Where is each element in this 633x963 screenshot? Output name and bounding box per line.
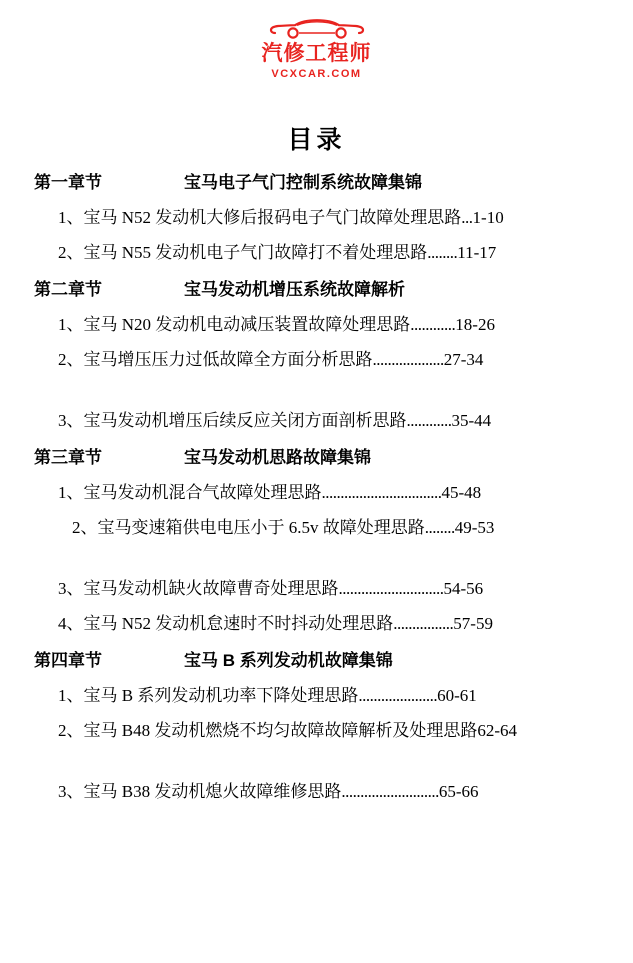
toc-entry-text: 4、宝马 N52 发动机怠速时不时抖动处理思路: [58, 614, 394, 633]
toc-entry[interactable]: [34, 207, 599, 228]
toc-entry-pages: 35-44: [451, 411, 492, 430]
toc-entry[interactable]: [34, 482, 599, 503]
car-outline-icon: [269, 14, 365, 40]
toc-entry[interactable]: [34, 685, 599, 706]
chapter-title: 宝马发动机增压系统故障解析: [184, 280, 405, 299]
toc-entry-pages: 45-48: [441, 483, 482, 502]
logo-brand-text: 汽修工程师: [261, 42, 372, 65]
toc-entry-text: 3、宝马 B38 发动机熄火故障维修思路: [58, 782, 342, 801]
chapter-title: 宝马 B 系列发动机故障集锦: [184, 651, 393, 670]
toc-entry-leader-dots: ............................: [338, 579, 444, 598]
toc-entry-leader-dots: ................................: [321, 483, 442, 502]
toc-entry-pages: 18-26: [455, 315, 495, 334]
toc-entry-pages: 57-59: [453, 614, 493, 633]
toc-entry-pages: 54-56: [443, 579, 484, 598]
chapter-label: 第一章节: [34, 173, 102, 192]
toc-entry[interactable]: [34, 720, 599, 741]
toc-entry-text: 1、宝马 N52 发动机大修后报码电子气门故障处理思路: [58, 208, 462, 227]
toc-entry[interactable]: [34, 349, 599, 370]
toc-entry[interactable]: [34, 314, 599, 335]
chapter-heading: [34, 443, 599, 468]
toc-entry-text: 3、宝马发动机缺火故障曹奇处理思路: [58, 579, 339, 598]
page-title: 目录: [287, 126, 346, 154]
toc-entry-text: 1、宝马 N20 发动机电动减压装置故障处理思路: [58, 315, 411, 334]
toc-entry-text: 1、宝马发动机混合气故障处理思路: [58, 483, 322, 502]
toc-entry-leader-dots: ..........................: [341, 782, 439, 801]
toc-entry-pages: 62-64: [477, 721, 518, 740]
chapter-title: 宝马发动机思路故障集锦: [184, 448, 371, 467]
chapter-label: 第三章节: [34, 448, 102, 467]
toc-entry-pages: 65-66: [438, 782, 479, 801]
toc-entry-text: 2、宝马 N55 发动机电子气门故障打不着处理思路: [58, 243, 428, 262]
toc-entry[interactable]: [34, 242, 599, 263]
toc-entry[interactable]: [34, 781, 599, 802]
toc-entry-leader-dots: ............: [410, 315, 456, 334]
toc-entry-pages: 27-34: [443, 350, 484, 369]
toc-entry-text: 2、宝马变速箱供电电压小于 6.5v 故障处理思路: [72, 518, 425, 537]
toc-entry[interactable]: [34, 578, 599, 599]
toc-entry-leader-dots: ................: [393, 614, 454, 633]
chapter-heading: [34, 168, 599, 193]
chapter-heading: [34, 646, 599, 671]
toc-entry-pages: 49-53: [454, 518, 495, 537]
toc-entry-pages: 11-17: [457, 243, 497, 262]
toc-entry-text: 3、宝马发动机增压后续反应关闭方面剖析思路: [58, 411, 407, 430]
toc-entry-leader-dots: ...................: [372, 350, 444, 369]
toc-entry[interactable]: [34, 410, 599, 431]
chapter-label: 第二章节: [34, 280, 102, 299]
toc-entry-text: 2、宝马 B48 发动机燃烧不均匀故障故障解析及处理思路: [58, 721, 478, 740]
toc-entry-leader-dots: ........: [424, 518, 455, 537]
logo-block: [34, 0, 599, 82]
toc-entry-leader-dots: ........: [427, 243, 458, 262]
chapter-label: 第四章节: [34, 651, 102, 670]
toc-entry[interactable]: [34, 517, 599, 538]
chapter-heading: [34, 275, 599, 300]
toc-entry-text: 1、宝马 B 系列发动机功率下降处理思路: [58, 686, 359, 705]
table-of-contents: [34, 168, 599, 802]
toc-entry-leader-dots: ...: [461, 208, 473, 227]
toc-entry[interactable]: [34, 613, 599, 634]
toc-entry-text: 2、宝马增压压力过低故障全方面分析思路: [58, 350, 373, 369]
toc-entry-leader-dots: .....................: [358, 686, 438, 705]
toc-entry-pages: 1-10: [472, 208, 504, 227]
logo-site-text: VCXCAR.COM: [271, 68, 362, 80]
toc-entry-pages: 60-61: [437, 686, 477, 705]
chapter-title: 宝马电子气门控制系统故障集锦: [184, 173, 422, 192]
toc-entry-leader-dots: ............: [406, 411, 452, 430]
